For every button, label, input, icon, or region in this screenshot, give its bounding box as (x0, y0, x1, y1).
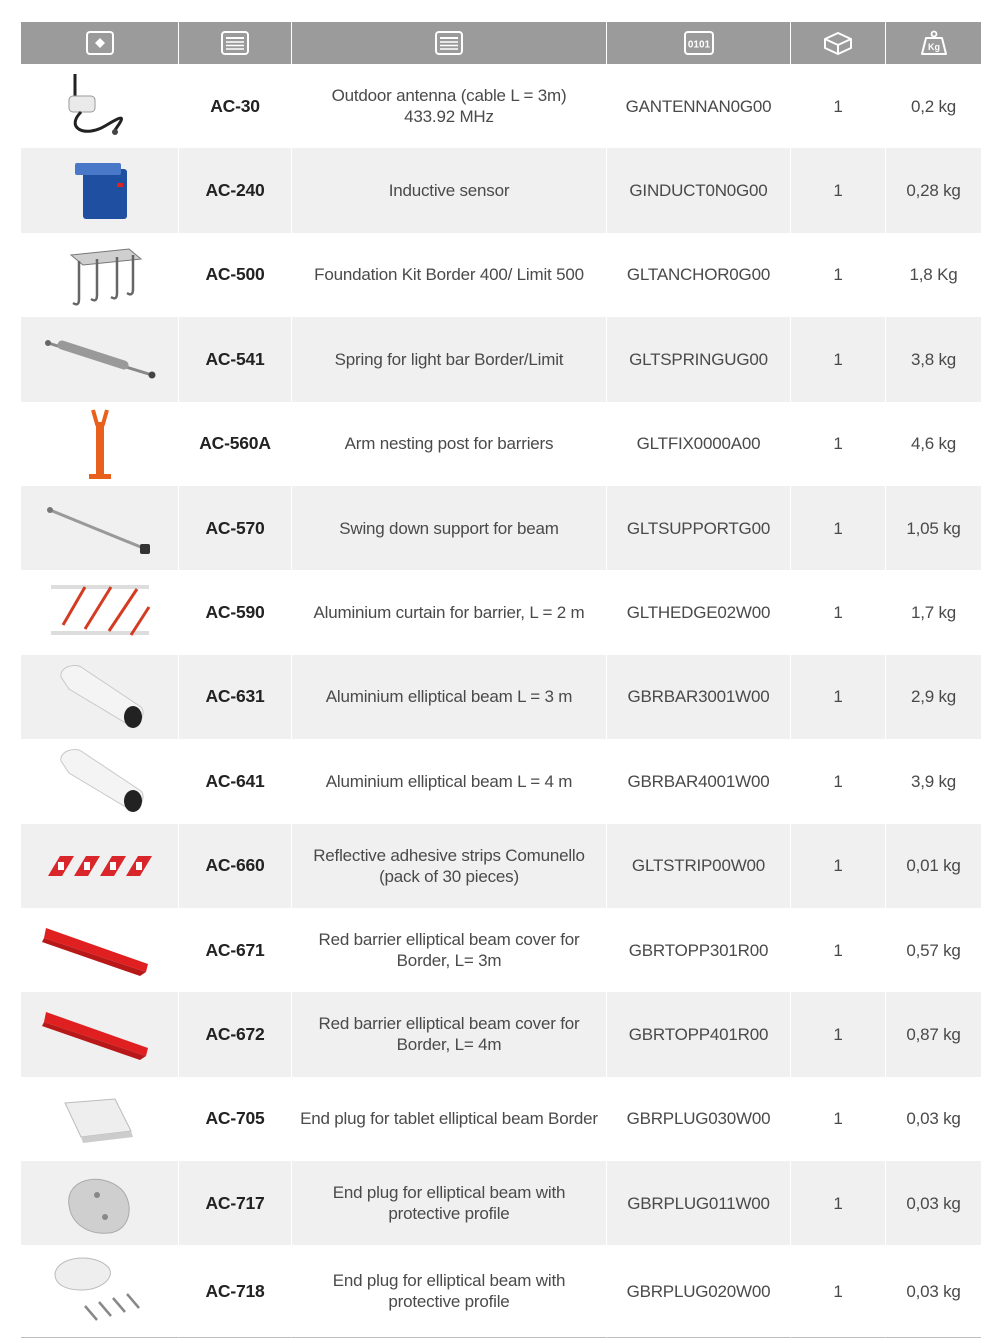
quantity: 1 (791, 824, 886, 908)
product-description: Aluminium elliptical beam L = 4 m (292, 739, 607, 823)
product-code: AC-671 (179, 908, 292, 992)
table-row (21, 1077, 981, 1161)
product-description: Aluminium elliptical beam L = 3 m (292, 655, 607, 739)
nesting-post-icon (45, 406, 155, 482)
table-row (21, 824, 981, 908)
product-image (21, 486, 179, 570)
quantity: 1 (791, 908, 886, 992)
list-icon (434, 30, 464, 56)
table-row (21, 655, 981, 739)
product-code: AC-717 (179, 1161, 292, 1245)
inductive-sensor-icon (45, 153, 155, 229)
article-number: GBRTOPP401R00 (607, 992, 791, 1076)
elliptical-beam-icon (45, 743, 155, 819)
quantity: 1 (791, 1245, 886, 1338)
barcode-icon (683, 30, 715, 56)
weight: 1,8 Kg (909, 265, 958, 285)
product-description: Red barrier elliptical beam cover for Border, L= 4m (292, 992, 607, 1076)
reflective-strips-icon (40, 828, 160, 904)
table-row (21, 486, 981, 570)
end-plug-icon (45, 1081, 155, 1157)
article-number: GBRBAR4001W00 (607, 739, 791, 823)
accessories-table (21, 22, 981, 1338)
spring-icon (40, 321, 160, 397)
article-number: GLTSTRIP00W00 (607, 824, 791, 908)
list-icon (220, 30, 250, 56)
table-row (21, 64, 981, 148)
curtain-icon (45, 575, 155, 651)
antenna-icon (45, 68, 155, 144)
article-number: GLTHEDGE02W00 (607, 570, 791, 654)
foundation-kit-icon (45, 237, 155, 313)
product-code: AC-500 (179, 233, 292, 317)
product-description: Red barrier elliptical beam cover for Border, L= 3m (292, 908, 607, 992)
article-number: GLTFIX0000A00 (607, 402, 791, 486)
product-description: End plug for elliptical beam with protective profile (292, 1161, 607, 1245)
product-image (21, 655, 179, 739)
quantity: 1 (791, 655, 886, 739)
elliptical-beam-icon (45, 659, 155, 735)
article-number: GBRPLUG030W00 (607, 1077, 791, 1161)
table-row (21, 402, 981, 486)
header-weight (886, 22, 981, 64)
product-code: AC-30 (179, 64, 292, 148)
package-icon (821, 30, 855, 56)
article-number: GBRTOPP301R00 (607, 908, 791, 992)
table-row (21, 233, 981, 317)
weight: 0,28 kg (886, 148, 981, 232)
quantity: 1 (791, 739, 886, 823)
table-row (21, 570, 981, 654)
table-row (21, 1245, 981, 1338)
product-code: AC-560A (179, 402, 292, 486)
article-number: GANTENNAN0G00 (607, 64, 791, 148)
product-image (21, 317, 179, 401)
table-row (21, 992, 981, 1076)
weight: 0,03 kg (906, 1109, 961, 1129)
article-number: GBRBAR3001W00 (607, 655, 791, 739)
header-description (292, 22, 607, 64)
product-image (21, 570, 179, 654)
article-number: GLTANCHOR0G00 (607, 233, 791, 317)
product-description: Reflective adhesive strips Comunello (pack of 30 pieces) (292, 824, 607, 908)
header-image (21, 22, 179, 64)
weight: 1,7 kg (910, 603, 957, 623)
product-image (21, 908, 179, 992)
weight: 2,9 kg (886, 655, 981, 739)
header-article (607, 22, 791, 64)
quantity: 1 (791, 64, 886, 148)
end-cap-screws-icon (45, 1250, 155, 1332)
quantity: 1 (791, 486, 886, 570)
product-code: AC-705 (179, 1077, 292, 1161)
table-row (21, 739, 981, 823)
quantity: 1 (791, 148, 886, 232)
product-code: AC-641 (179, 739, 292, 823)
weight: 4,6 kg (910, 434, 957, 454)
beam-cover-icon (40, 996, 160, 1072)
quantity: 1 (791, 1161, 886, 1245)
product-image (21, 402, 179, 486)
product-image (21, 739, 179, 823)
product-image (21, 1245, 179, 1338)
product-code: AC-631 (179, 655, 292, 739)
product-description: Inductive sensor (292, 148, 607, 232)
weight: 3,9 kg (910, 771, 957, 791)
table-row (21, 317, 981, 401)
product-image (21, 1161, 179, 1245)
article-number: GLTSPRINGUG00 (607, 317, 791, 401)
end-cap-icon (45, 1165, 155, 1241)
quantity: 1 (791, 233, 886, 317)
table-row (21, 148, 981, 232)
weight: 0,01 kg (886, 824, 981, 908)
quantity: 1 (791, 992, 886, 1076)
product-code: AC-541 (179, 317, 292, 401)
weight-kg-icon (919, 29, 949, 57)
weight: 3,8 kg (886, 317, 981, 401)
product-description: Aluminium curtain for barrier, L = 2 m (292, 570, 607, 654)
table-row (21, 908, 981, 992)
weight: 0,03 kg (886, 1245, 981, 1338)
svg-text:Kg: Kg (927, 42, 940, 52)
product-image (21, 992, 179, 1076)
weight: 0,03 kg (886, 1161, 981, 1245)
product-description: Outdoor antenna (cable L = 3m) 433.92 MHz (292, 64, 607, 148)
product-code: AC-672 (179, 992, 292, 1076)
article-number: GBRPLUG011W00 (607, 1161, 791, 1245)
product-description: End plug for elliptical beam with protective profile (292, 1245, 607, 1338)
image-icon (85, 30, 115, 56)
article-number: GINDUCT0N0G00 (607, 148, 791, 232)
quantity: 1 (791, 1077, 886, 1161)
support-rod-icon (40, 490, 160, 566)
product-code: AC-570 (179, 486, 292, 570)
header-quantity (791, 22, 886, 64)
weight: 0,87 kg (886, 992, 981, 1076)
article-number: GLTSUPPORTG00 (607, 486, 791, 570)
header-row (21, 22, 981, 64)
article-number: GBRPLUG020W00 (607, 1245, 791, 1338)
table-row (21, 1161, 981, 1245)
product-image (21, 64, 179, 148)
beam-cover-icon (40, 912, 160, 988)
product-image (21, 233, 179, 317)
product-code: AC-660 (179, 824, 292, 908)
quantity: 1 (791, 402, 886, 486)
weight: 0,2 kg (910, 96, 957, 116)
quantity: 1 (791, 317, 886, 401)
product-description: End plug for tablet elliptical beam Border (292, 1077, 607, 1161)
product-image (21, 824, 179, 908)
product-description: Spring for light bar Border/Limit (292, 317, 607, 401)
weight: 1,05 kg (886, 486, 981, 570)
weight: 0,57 kg (906, 940, 961, 960)
product-image (21, 148, 179, 232)
product-description: Foundation Kit Border 400/ Limit 500 (292, 233, 607, 317)
product-description: Arm nesting post for barriers (292, 402, 607, 486)
svg-text:0101: 0101 (687, 39, 710, 51)
product-code: AC-718 (179, 1245, 292, 1338)
header-code (179, 22, 292, 64)
product-code: AC-240 (179, 148, 292, 232)
quantity: 1 (791, 570, 886, 654)
product-code: AC-590 (179, 570, 292, 654)
product-image (21, 1077, 179, 1161)
product-description: Swing down support for beam (292, 486, 607, 570)
